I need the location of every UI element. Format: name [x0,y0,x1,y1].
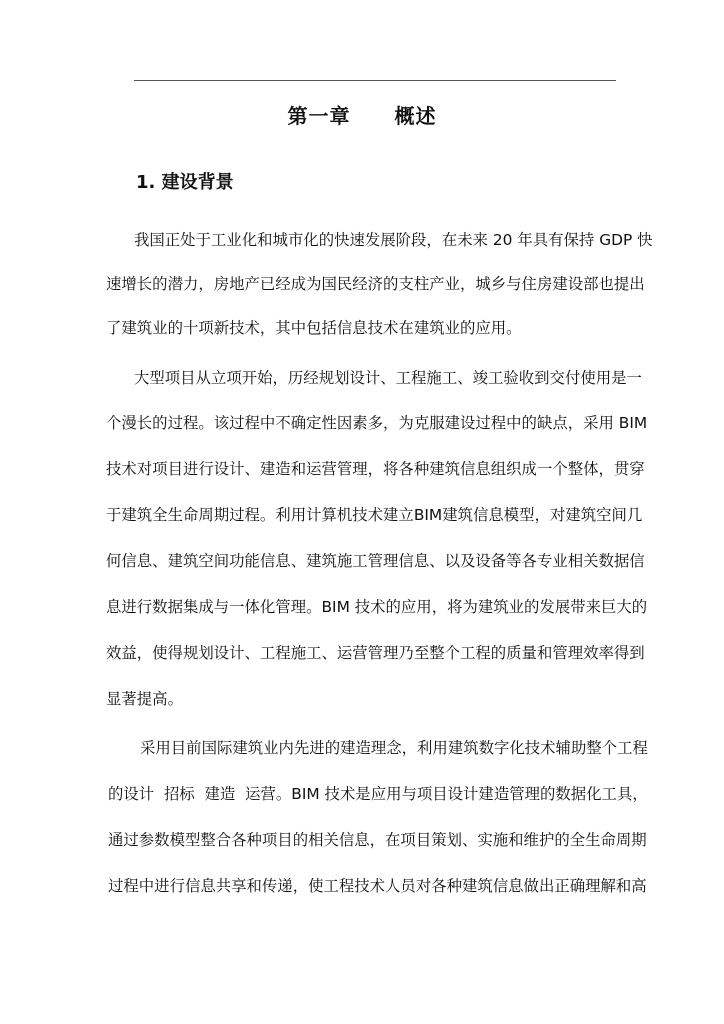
chapter-title: 第一章 概述 [287,104,437,128]
paragraph-3-line-1: 采用目前国际建筑业内先进的建造理念，利用建筑数字化技术辅助整个工程 [140,739,648,757]
paragraph-2-line-6: 息进行数据集成与一体化管理。BIM 技术的应用，将为建筑业的发展带来巨大的 [106,598,648,616]
paragraph-2-line-5: 何信息、建筑空间功能信息、建筑施工管理信息、以及设备等各专业相关数据信 [106,552,645,570]
section-title: 1. 建设背景 [136,172,234,193]
paragraph-2-line-2: 个漫长的过程。该过程中不确定性因素多，为克服建设过程中的缺点，采用 BIM [106,414,648,432]
paragraph-2-line-7: 效益，使得规划设计、工程施工、运营管理乃至整个工程的质量和管理效率得到 [106,644,645,662]
paragraph-2-line-4: 于建筑全生命周期过程。利用计算机技术建立BIM建筑信息模型，对建筑空间几 [106,506,643,524]
paragraph-3-line-4: 过程中进行信息共享和传递，使工程技术人员对各种建筑信息做出正确理解和高 [108,877,647,895]
paragraph-3-line-3: 通过参数模型整合各种项目的相关信息，在项目策划、实施和维护的全生命周期 [108,831,647,849]
paragraph-2-line-1: 大型项目从立项开始，历经规划设计、工程施工、竣工验收到交付使用是一 [134,369,642,387]
paragraph-1-line-3: 了建筑业的十项新技术，其中包括信息技术在建筑业的应用。 [106,319,522,337]
paragraph-1-line-1: 我国正处于工业化和城市化的快速发展阶段，在未来 20 年具有保持 GDP 快 [134,231,653,249]
paragraph-3-line-2: 的设计 招标 建造 运营。BIM 技术是应用与项目设计建造管理的数据化工具， [108,785,648,803]
header-rule [134,80,616,81]
paragraph-2-line-8: 显著提高。 [106,690,183,708]
paragraph-1-line-2: 速增长的潜力，房地产已经成为国民经济的支柱产业，城乡与住房建设部也提出 [106,275,645,293]
paragraph-2-line-3: 技术对项目进行设计、建造和运营管理，将各种建筑信息组织成一个整体，贯穿 [106,460,645,478]
